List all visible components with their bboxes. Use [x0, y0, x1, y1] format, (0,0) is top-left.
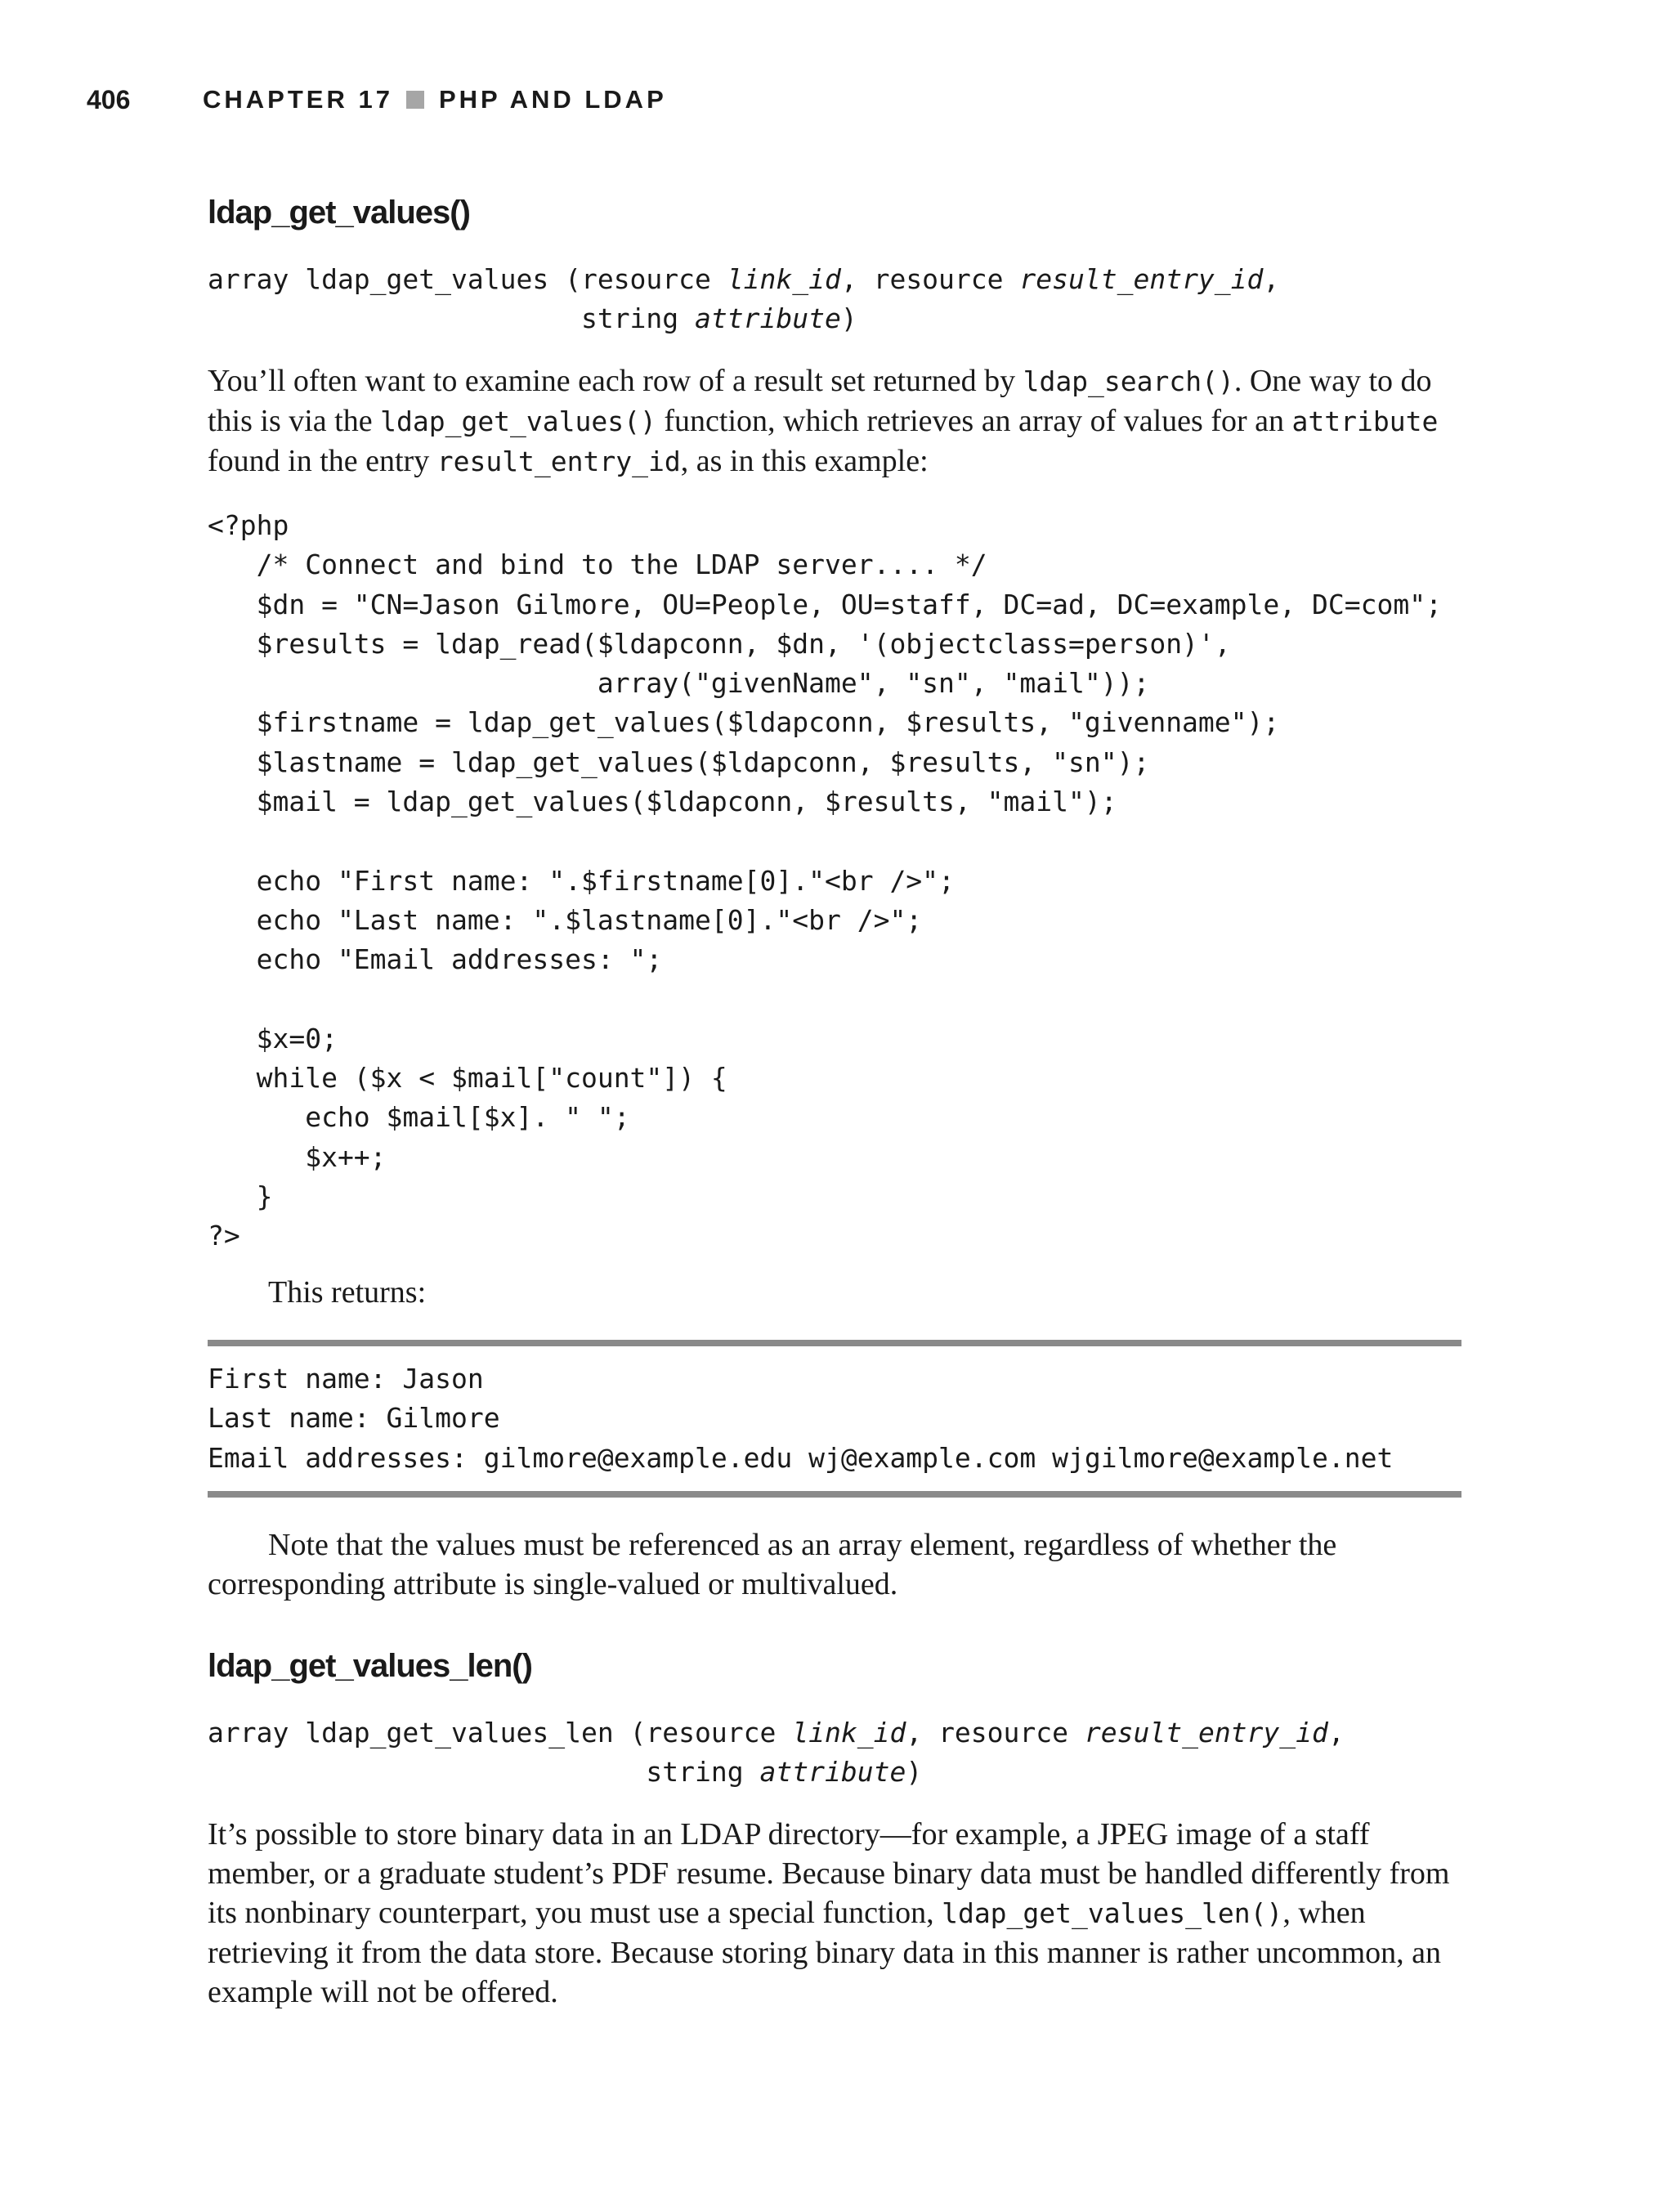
chapter-label: CHAPTER 17 — [203, 85, 393, 114]
param-attribute: attribute — [759, 1756, 906, 1789]
inline-code: ldap_get_values() — [380, 405, 656, 437]
signature-text: , — [1327, 1717, 1345, 1749]
chapter-title: PHP AND LDAP — [438, 85, 667, 114]
running-head — [87, 82, 667, 118]
signature-text: , resource — [840, 263, 1020, 295]
paragraph-text: . One way to do this is via the — [208, 364, 1432, 438]
output-box — [208, 1340, 1461, 1498]
inline-code: ldap_get_values_len() — [942, 1897, 1283, 1930]
function-signature-ldap-get-values — [208, 260, 1466, 338]
note-paragraph: Note that the values must be referenced as an array element, regardless of whether the corresponding attribute is single-valued or multivalued. — [208, 1528, 1337, 1602]
signature-text: , resource — [906, 1717, 1085, 1749]
code-listing: <?php /* Connect and bind to the LDAP server.... */ $dn = "CN=Jason Gilmore, OU=People, OU=staff, DC=ad, DC=example, DC=com"; $results = ldap_read($ldapconn, $dn, '(objectclass=person)', array("givenName", "sn", "mail")); $firstname = ldap_get_values($ldapconn, $results, "givenname"); $lastname = ldap_get_values($ldapconn, $results, "sn"); $mail = ldap_get_values($ldapconn, $results, "mail"); echo "First name: ".$firstname[0]."<br />"; echo "Last name: ".$lastname[0]."<br />"; echo "Email addresses: "; $x=0; while ($x < $mail["count"]) { echo $mail[$x]. " "; $x++; } ?> — [208, 509, 1442, 1252]
returns-label: This returns: — [268, 1274, 427, 1310]
inline-code: result_entry_id — [436, 446, 681, 477]
binary-data-paragraph — [208, 1815, 1466, 2012]
inline-code: ldap_search() — [1023, 365, 1234, 397]
signature-text: array ldap_get_values_len (resource — [208, 1717, 793, 1749]
section-heading-ldap-get-values-len: ldap_get_values_len() — [208, 1648, 532, 1685]
paragraph-text: It’s possible to store binary data in an LDAP directory—for example, a JPEG image of a staff member, or a graduate student’s PDF resume. Because binary data must be handled differently from its nonbinary counterpart, you must use a special function, — [208, 1817, 1450, 1931]
signature-text: ) — [840, 302, 857, 334]
param-link-id: link_id — [727, 263, 841, 295]
paragraph-text: function, which retrieves an array of values for an — [656, 404, 1292, 438]
page-number: 406 — [87, 84, 131, 114]
paragraph-text: , when retrieving it from the data store. Because storing binary data in this manner is rather uncommon, an example will not be offered. — [208, 1896, 1441, 2010]
paragraph-text: found in the entry — [208, 444, 437, 478]
signature-text: array ldap_get_values (resource — [208, 263, 727, 295]
intro-paragraph — [208, 361, 1466, 481]
param-result-entry-id: result_entry_id — [1019, 263, 1264, 295]
param-result-entry-id: result_entry_id — [1084, 1717, 1328, 1749]
param-link-id: link_id — [792, 1717, 906, 1749]
param-attribute: attribute — [695, 302, 841, 334]
signature-text: string — [208, 1756, 760, 1789]
paragraph-text: You’ll often want to examine each row of a result set returned by — [208, 364, 1023, 398]
paragraph-text: , as in this example: — [680, 444, 929, 478]
function-signature-ldap-get-values-len — [208, 1713, 1466, 1792]
program-output: First name: Jason Last name: Gilmore Email addresses: gilmore@example.edu wj@example.com wjgilmore@example.net — [208, 1362, 1394, 1474]
signature-text: , — [1263, 263, 1280, 295]
signature-text: ) — [906, 1756, 923, 1789]
signature-text: string — [208, 302, 696, 334]
inline-code: attribute — [1291, 405, 1439, 437]
page-content — [208, 190, 1466, 2012]
square-bullet-icon — [406, 91, 424, 109]
section-heading-ldap-get-values: ldap_get_values() — [208, 195, 470, 231]
